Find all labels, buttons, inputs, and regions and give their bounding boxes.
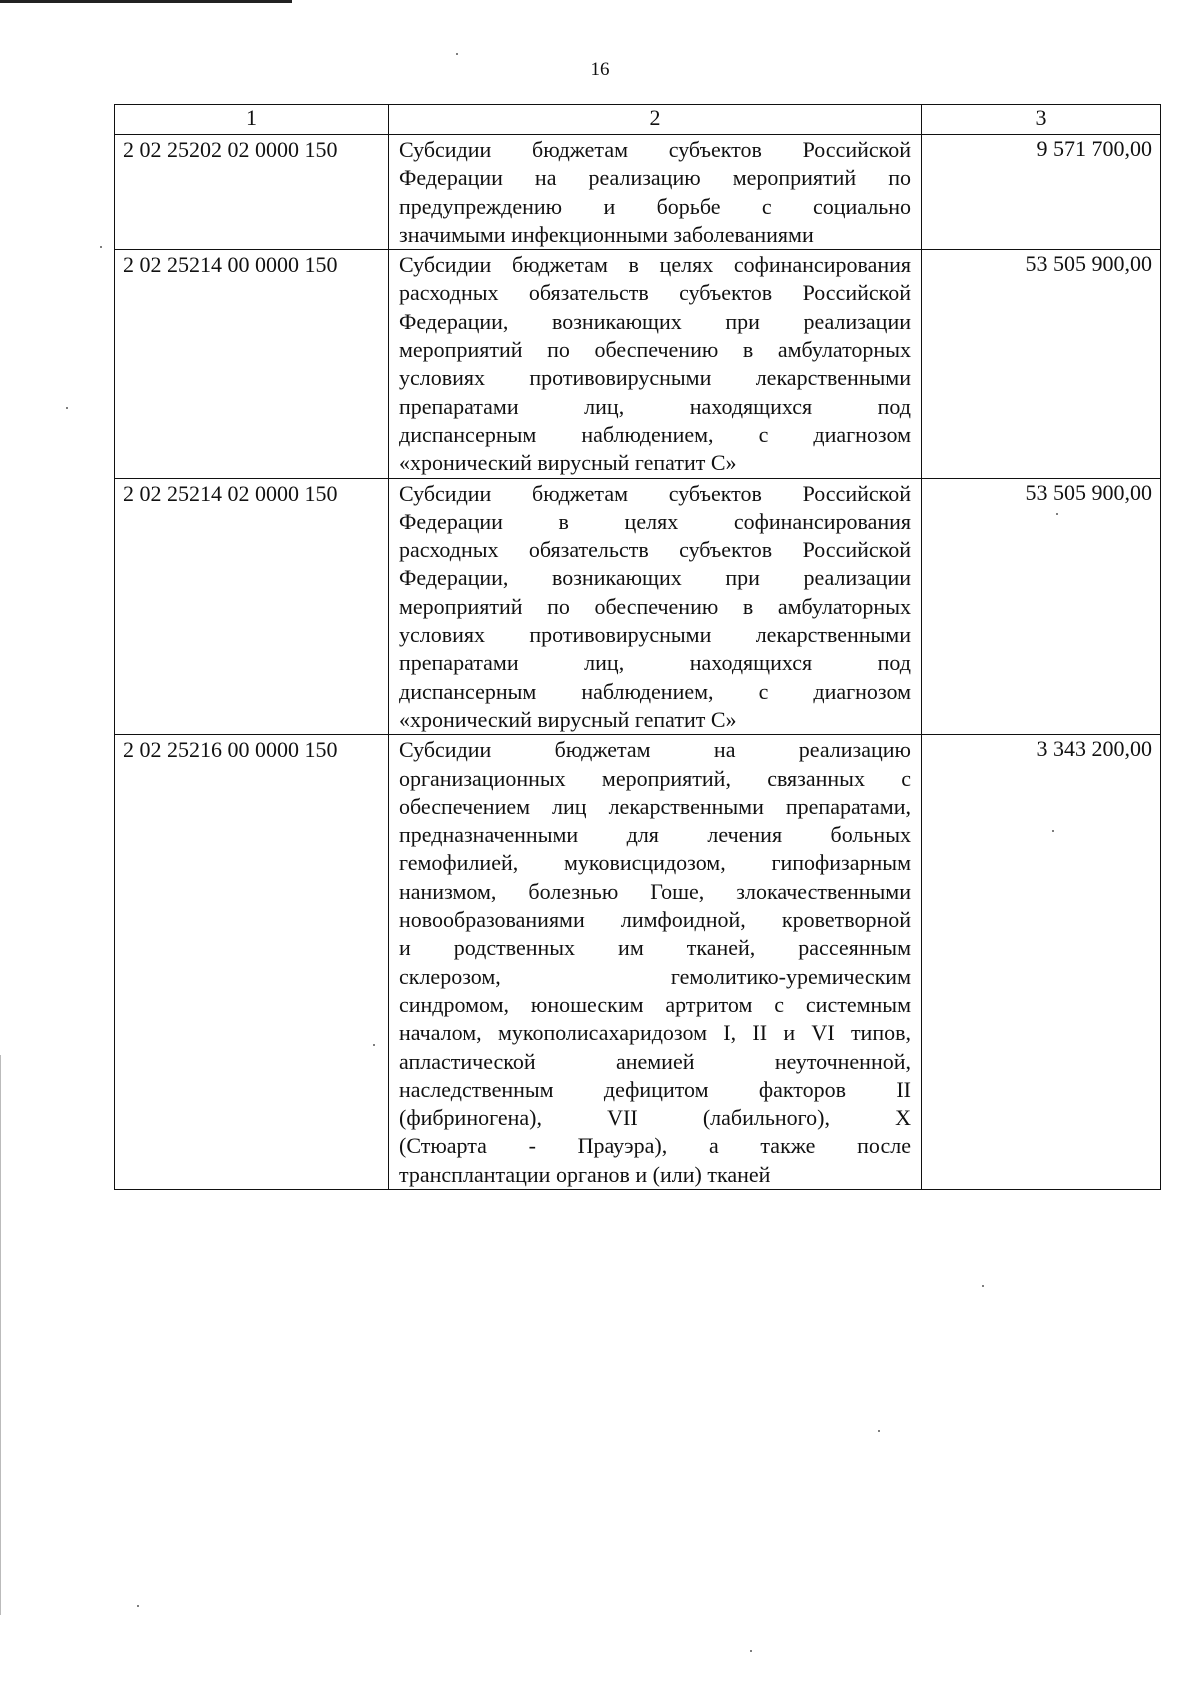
description-line: расходных обязательств субъектов Российской xyxy=(399,537,911,563)
description-line: мероприятий по обеспечению в амбулаторных xyxy=(399,337,911,363)
scan-speck xyxy=(66,407,68,409)
top-rule xyxy=(0,0,292,3)
description-line: препаратами лиц, находящихся под xyxy=(399,650,911,676)
description-line: Федерации в целях софинансирования xyxy=(399,508,911,534)
description-line: и родственных им тканей, рассеянным xyxy=(399,935,911,961)
budget-code-cell: 2 02 25214 00 0000 150 xyxy=(115,250,389,478)
description-line: Субсидии бюджетам на реализацию xyxy=(399,737,911,763)
description-line: Субсидии бюджетам субъектов Российской xyxy=(399,480,911,506)
scan-speck xyxy=(878,1430,880,1432)
budget-code-cell: 2 02 25214 02 0000 150 xyxy=(115,478,389,735)
description-cell xyxy=(389,478,922,735)
description-line: новообразованиями лимфоидной, кроветворной xyxy=(399,907,911,933)
description-line: синдромом, юношеским артритом с системным xyxy=(399,991,911,1017)
description-line: гемофилией, муковисцидозом, гипофизарным xyxy=(399,850,911,876)
table-row xyxy=(115,735,1161,1190)
description-line: (фибриногена), VII (лабильного), X xyxy=(399,1105,911,1131)
description-line: значимыми инфекционными заболеваниями xyxy=(399,221,814,247)
table-row xyxy=(115,478,1161,735)
description-line: обеспечением лиц лекарственными препаратами, xyxy=(399,793,911,819)
description-line: расходных обязательств субъектов Российской xyxy=(399,280,911,306)
description-line: нанизмом, болезнью Гоше, злокачественными xyxy=(399,878,911,904)
description-cell xyxy=(389,250,922,478)
column-header-description: 2 xyxy=(389,105,922,135)
description-line: диспансерным наблюдением, с диагнозом xyxy=(399,678,911,704)
description-cell xyxy=(389,735,922,1190)
description-line: «хронический вирусный гепатит С» xyxy=(399,706,737,732)
scan-speck xyxy=(1052,830,1054,832)
scan-speck xyxy=(373,1044,375,1046)
scan-edge-line xyxy=(0,1055,1,1615)
budget-code-cell: 2 02 25216 00 0000 150 xyxy=(115,735,389,1190)
amount-cell: 53 505 900,00 xyxy=(922,250,1161,478)
amount-cell: 9 571 700,00 xyxy=(922,135,1161,250)
description-line: Федерации, возникающих при реализации xyxy=(399,565,911,591)
description-line: апластической анемией неуточненной, xyxy=(399,1048,911,1074)
scan-speck xyxy=(456,53,458,55)
table-row xyxy=(115,135,1161,250)
page-number: 16 xyxy=(590,59,610,80)
description-line: наследственным дефицитом факторов II xyxy=(399,1076,911,1102)
description-line: условиях противовирусными лекарственными xyxy=(399,365,911,391)
description-line: (Стюарта - Прауэра), а также после xyxy=(399,1133,911,1159)
description-line: Субсидии бюджетам субъектов Российской xyxy=(399,137,911,162)
scan-speck xyxy=(1056,513,1058,515)
amount-cell: 3 343 200,00 xyxy=(922,735,1161,1190)
description-line: организационных мероприятий, связанных с xyxy=(399,765,911,791)
description-cell xyxy=(389,135,922,250)
budget-table xyxy=(114,104,1161,1190)
description-line: диспансерным наблюдением, с диагнозом xyxy=(399,421,911,447)
table-row xyxy=(115,250,1161,478)
description-line: трансплантации органов и (или) тканей xyxy=(399,1161,771,1187)
description-line: мероприятий по обеспечению в амбулаторных xyxy=(399,593,911,619)
scan-speck xyxy=(100,246,102,248)
column-header-code: 1 xyxy=(115,105,389,135)
description-line: склерозом, гемолитико-уремическим xyxy=(399,963,911,989)
description-line: Субсидии бюджетам в целях софинансирования xyxy=(399,252,911,278)
scan-speck xyxy=(137,1605,139,1607)
description-line: Федерации на реализацию мероприятий по xyxy=(399,165,911,191)
description-line: препаратами лиц, находящихся под xyxy=(399,393,911,419)
amount-cell: 53 505 900,00 xyxy=(922,478,1161,735)
description-line: началом, мукополисахаридозом I, II и VI типов, xyxy=(399,1020,911,1046)
description-line: Федерации, возникающих при реализации xyxy=(399,308,911,334)
description-line: «хронический вирусный гепатит С» xyxy=(399,450,737,476)
description-line: предупреждению и борьбе с социально xyxy=(399,193,911,219)
table-header-row xyxy=(115,105,1161,135)
table-body xyxy=(115,135,1161,1190)
description-line: условиях противовирусными лекарственными xyxy=(399,622,911,648)
scan-speck xyxy=(750,1650,752,1652)
scan-speck xyxy=(982,1285,984,1287)
column-header-amount: 3 xyxy=(922,105,1161,135)
description-line: предназначенными для лечения больных xyxy=(399,822,911,848)
budget-code-cell: 2 02 25202 02 0000 150 xyxy=(115,135,389,250)
